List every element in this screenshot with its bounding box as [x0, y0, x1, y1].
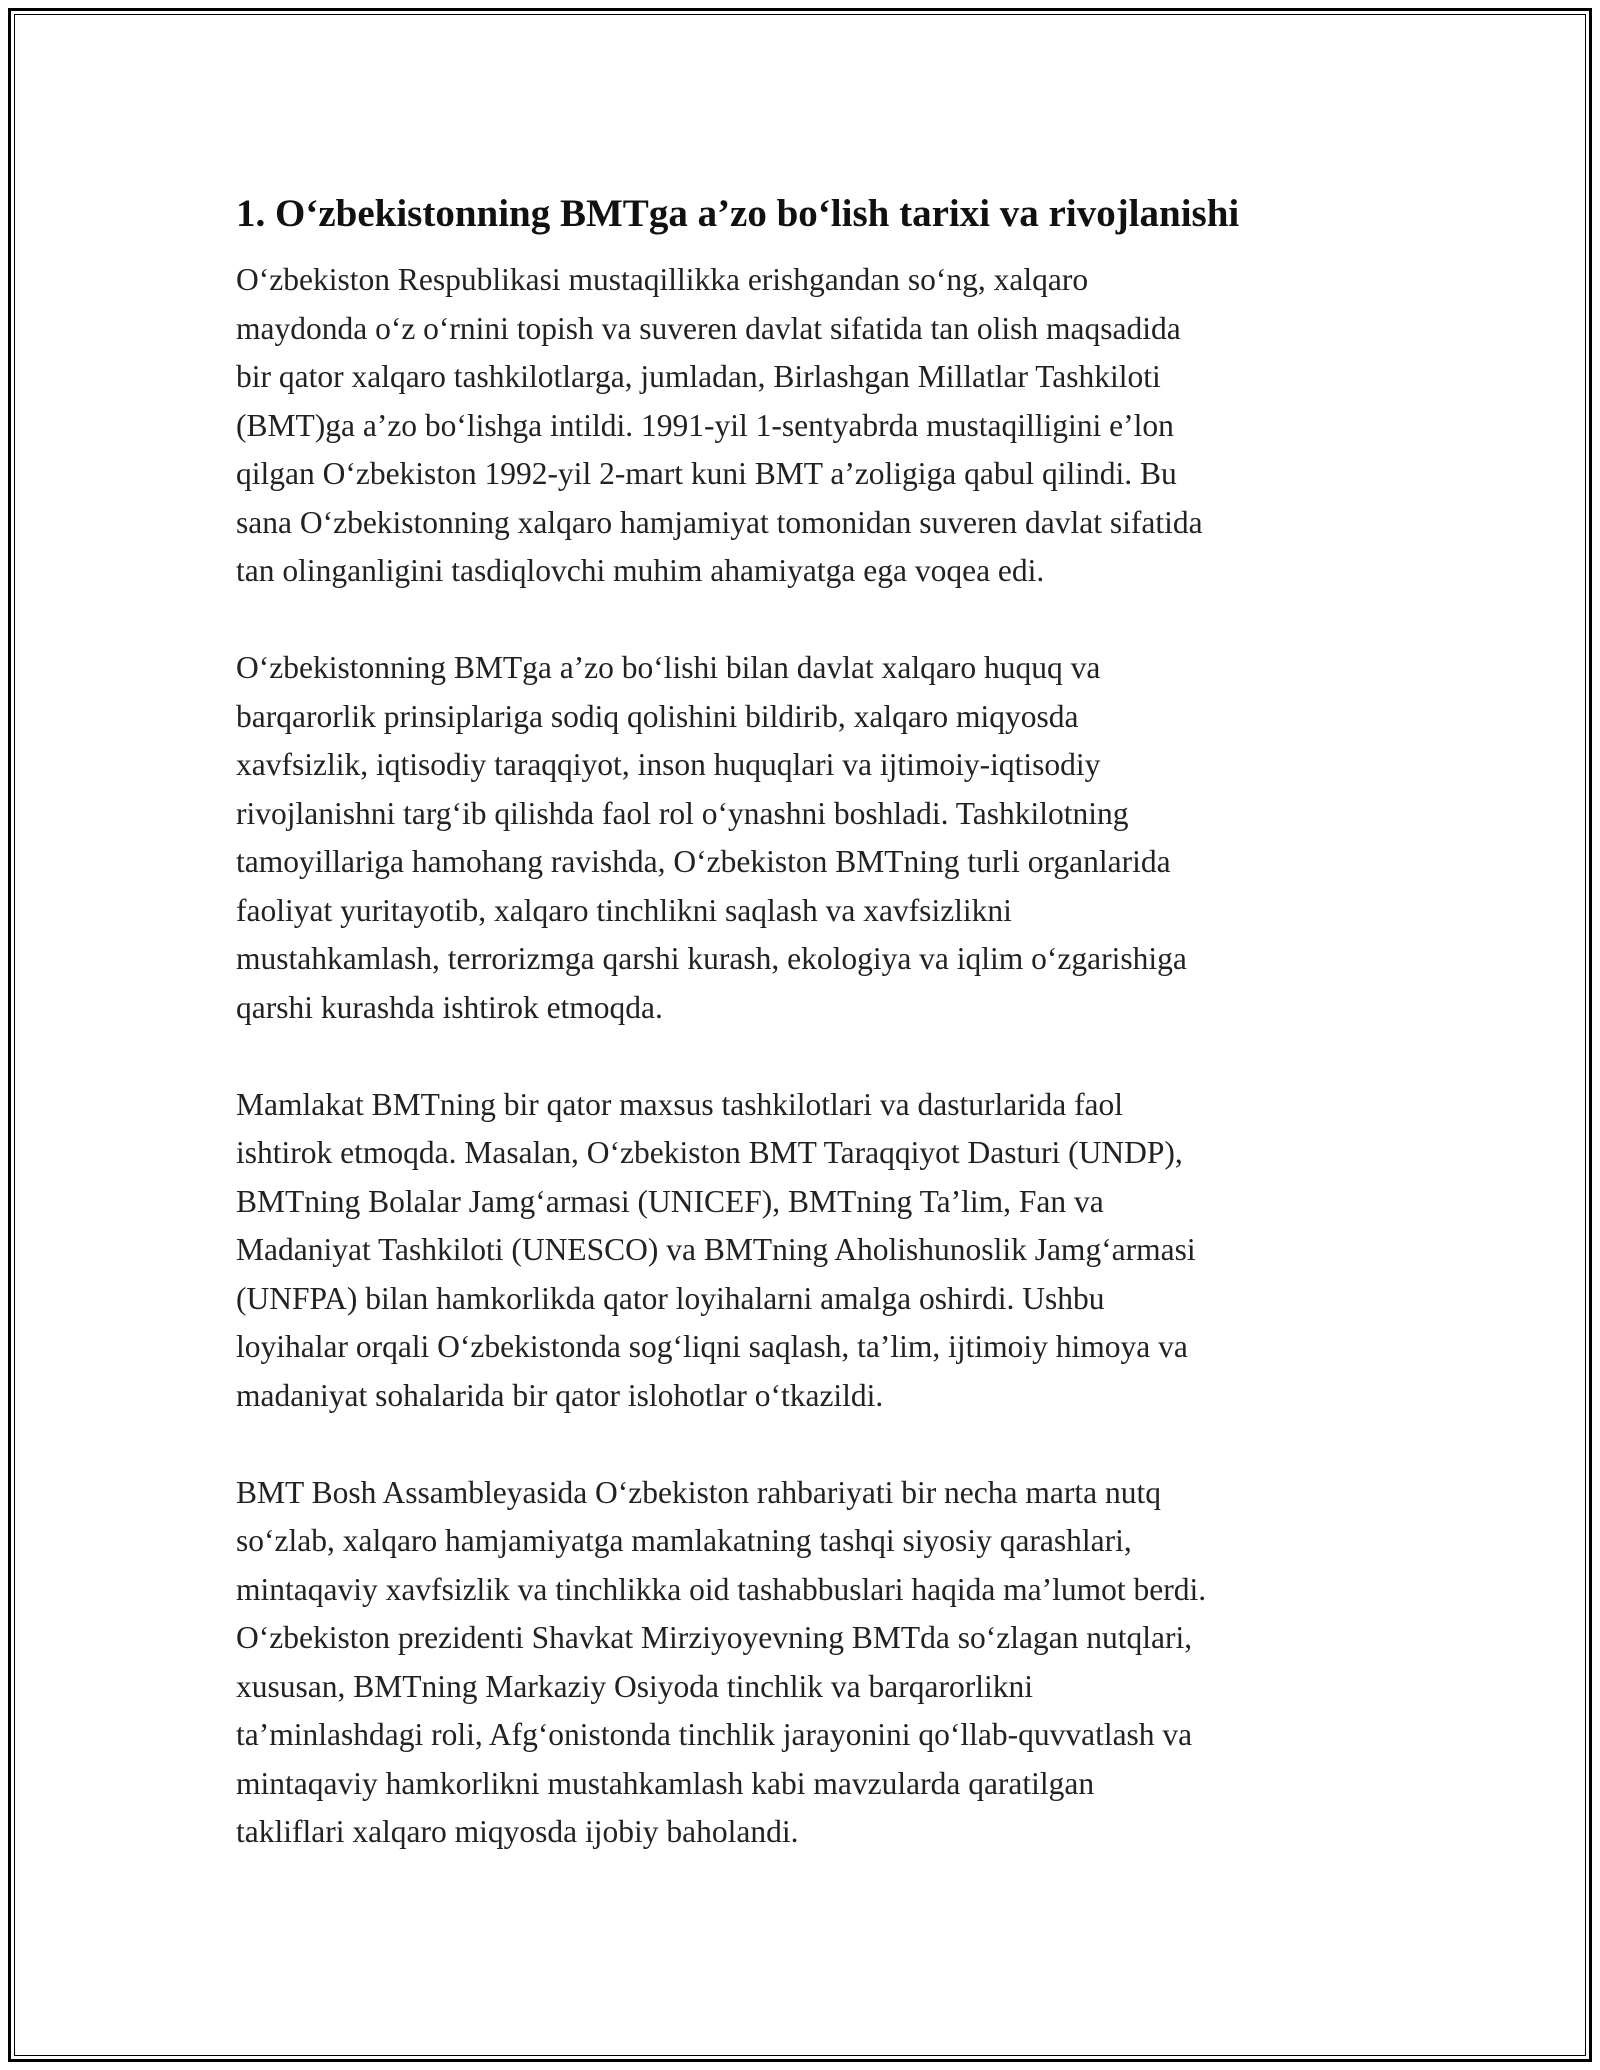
paragraph-2 [236, 644, 1386, 1032]
paragraph-line: mintaqaviy xavfsizlik va tinchlikka oid tashabbuslari haqida ma’lumot berdi. [236, 1571, 1207, 1607]
paragraph-line: Madaniyat Tashkiloti (UNESCO) va BMTning Aholishunoslik Jamg‘armasi [236, 1232, 1196, 1267]
paragraph-line: barqarorlik prinsiplariga sodiq qolishini bildirib, xalqaro miqyosda [236, 698, 1079, 734]
document-body [236, 186, 1386, 1905]
paragraph-line: tan olinganligini tasdiqlovchi muhim ahamiyatga ega voqea edi. [236, 553, 1045, 588]
paragraph-4 [236, 1469, 1386, 1857]
paragraph-line: maydonda o‘z o‘rnini topish va suveren davlat sifatida tan olish maqsadida [236, 310, 1181, 346]
paragraph-line: BMTning Bolalar Jamg‘armasi (UNICEF), BMTning Ta’lim, Fan va [236, 1183, 1104, 1219]
paragraph-line: O‘zbekiston Respublikasi mustaqillikka erishgandan so‘ng, xalqaro [236, 262, 1089, 297]
paragraph-line: mustahkamlash, terrorizmga qarshi kurash, ekologiya va iqlim o‘zgarishiga [236, 941, 1187, 976]
paragraph-line: sana O‘zbekistonning xalqaro hamjamiyat tomonidan suveren davlat sifatida [236, 504, 1203, 540]
paragraph-line: ta’minlashdagi roli, Afg‘onistonda tinchlik jarayonini qo‘llab-quvvatlash va [236, 1717, 1193, 1752]
paragraph-line: (BMT)ga a’zo bo‘lishga intildi. 1991-yil 1-sentyabrda mustaqilligini e’lon [236, 407, 1174, 443]
paragraph-line: xususan, BMTning Markaziy Osiyoda tinchlik va barqarorlikni [236, 1668, 1033, 1704]
paragraph-line: Mamlakat BMTning bir qator maxsus tashkilotlari va dasturlarida faol [236, 1086, 1124, 1122]
paragraphs-container [236, 256, 1386, 1857]
paragraph-line: (UNFPA) bilan hamkorlikda qator loyihalarni amalga oshirdi. Ushbu [236, 1280, 1105, 1316]
paragraph-line: qarshi kurashda ishtirok etmoqda. [236, 989, 663, 1025]
paragraph-line: O‘zbekiston prezidenti Shavkat Mirziyoyevning BMTda so‘zlagan nutqlari, [236, 1620, 1193, 1655]
paragraph-line: mintaqaviy hamkorlikni mustahkamlash kabi mavzularda qaratilgan [236, 1765, 1095, 1801]
paragraph-line: ishtirok etmoqda. Masalan, O‘zbekiston BMT Taraqqiyot Dasturi (UNDP), [236, 1135, 1183, 1170]
paragraph-line: bir qator xalqaro tashkilotlarga, jumladan, Birlashgan Millatlar Tashkiloti [236, 359, 1161, 394]
paragraph-line: qilgan O‘zbekiston 1992-yil 2-mart kuni BMT a’zoligiga qabul qilindi. Bu [236, 456, 1177, 491]
paragraph-3 [236, 1081, 1386, 1421]
paragraph-line: madaniyat sohalarida bir qator islohotlar o‘tkazildi. [236, 1377, 884, 1413]
paragraph-line: BMT Bosh Assambleyasida O‘zbekiston rahbariyati bir necha marta nutq [236, 1474, 1161, 1510]
paragraph-1 [236, 256, 1386, 596]
section-title: 1. O‘zbekistonning BMTga a’zo bo‘lish tarixi va rivojlanishi [236, 192, 1240, 235]
paragraph-line: loyihalar orqali O‘zbekistonda sog‘liqni saqlash, ta’lim, ijtimoiy himoya va [236, 1329, 1188, 1364]
paragraph-line: so‘zlab, xalqaro hamjamiyatga mamlakatning tashqi siyosiy qarashlari, [236, 1523, 1132, 1558]
paragraph-line: faoliyat yuritayotib, xalqaro tinchlikni saqlash va xavfsizlikni [236, 892, 1012, 928]
paragraph-line: xavfsizlik, iqtisodiy taraqqiyot, inson huquqlari va ijtimoiy-iqtisodiy [236, 747, 1101, 782]
paragraph-line: O‘zbekistonning BMTga a’zo bo‘lishi bilan davlat xalqaro huquq va [236, 650, 1101, 685]
paragraph-line: tamoyillariga hamohang ravishda, O‘zbekiston BMTning turli organlarida [236, 844, 1171, 879]
paragraph-line: takliflari xalqaro miqyosda ijobiy baholandi. [236, 1814, 799, 1849]
paragraph-line: rivojlanishni targ‘ib qilishda faol rol o‘ynashni boshladi. Tashkilotning [236, 795, 1129, 831]
